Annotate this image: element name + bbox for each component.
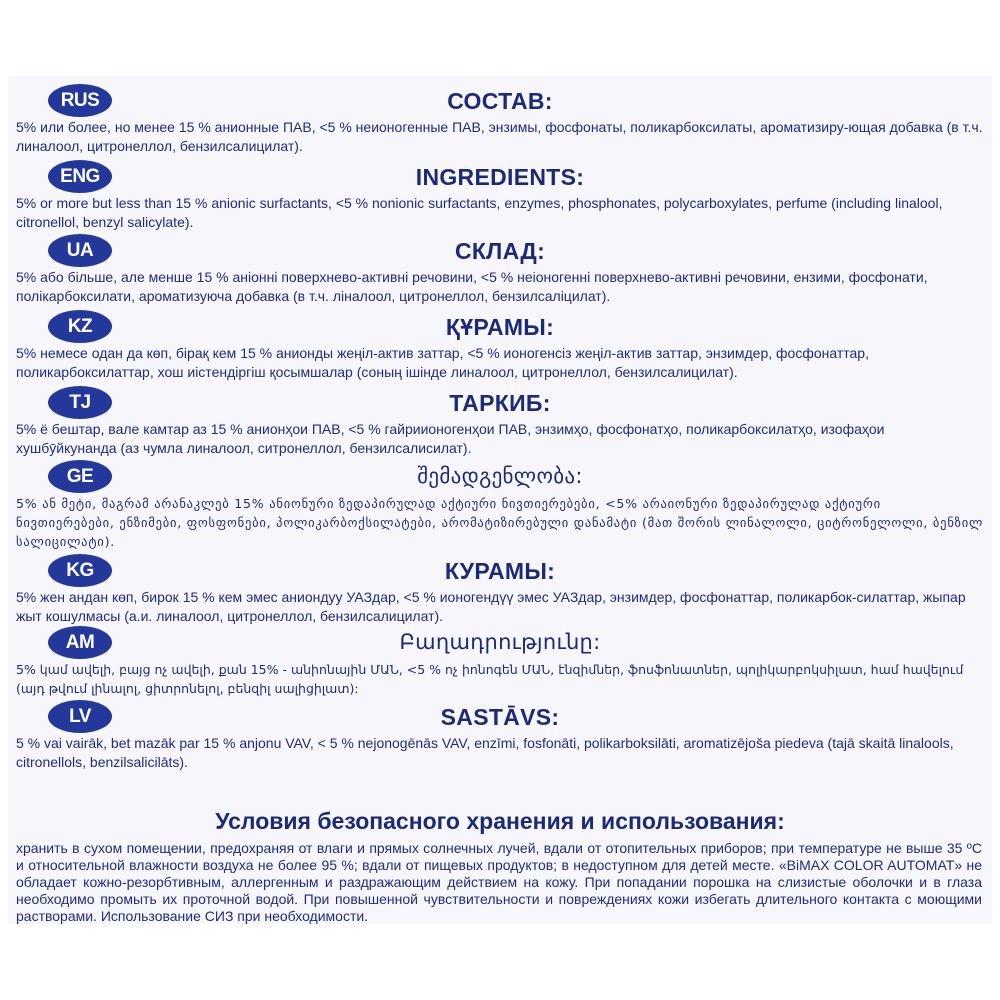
language-badge-kg: KG xyxy=(48,554,112,587)
language-badge-rus: RUS xyxy=(48,84,112,117)
section-title-tj: ТАРКИБ: xyxy=(449,390,551,416)
section-text-kg: 5% жен андан көп, бирок 15 % кем эмес аниондуу УАЗдар, <5 % ионогендүү эмес УАЗдар, энзимдер, фосфонаттар, поликарбок-силаттар, жыпар жыт кошулмасы (а.и. линалоол, цитронеллол, бензилсалицилат). xyxy=(16,589,966,624)
section-title-rus: СОСТАВ: xyxy=(447,88,553,114)
section-title-lv: SASTĀVS: xyxy=(440,704,560,730)
section-text-ge: 5% ან მეტი, მაგრამ არანაკლებ 15% ანიონური ზედაპირულად აქტიური ნივთიერებები, <5% არაიონური ზედაპირულად აქტიური ნივთიერებები, ენზიმები, ფოსფონები, პოლიკარბოქსილატები, არომატიზირებული დანამატი (მათ შორის ლინალოლი, ციტრონელოლი, ბენზილ სალიცილატი). xyxy=(16,496,984,549)
language-badge-eng: ENG xyxy=(48,160,112,193)
language-badge-tj: TJ xyxy=(48,386,112,419)
language-badge-ge: GE xyxy=(48,460,112,493)
section-text-lv: 5 % vai vairāk, bet mazāk par 15 % anjonu VAV, < 5 % nejonogēnās VAV, enzīmi, fosfonāti, polikarboksilāti, aromatizējoša piedeva (tajā skaitā linalools, citronellols, benzilsalicilāts). xyxy=(16,735,954,770)
section-text-tj: 5% ё бештар, вале камтар аз 15 % анионҳои ПАВ, <5 % гайриионогенҳои ПАВ, энзимҳо, фосфонатҳо, поликарбоксилатҳо, изофаҳои хушбӯйкунанда (аз чумла линалоол, ситронеллол, бензилсалисилат). xyxy=(16,421,885,456)
section-title-am: Բաղադրությունը: xyxy=(399,630,601,654)
ingredients-panel xyxy=(8,76,992,924)
language-badge-kz: KZ xyxy=(48,310,112,343)
section-text-eng: 5% or more but less than 15 % anionic surfactants, <5 % nonionic surfactants, enzymes, phosphonates, polycarboxylates, perfume (including linalool, citronellol, benzyl salicylate). xyxy=(16,195,943,230)
section-title-eng: INGREDIENTS: xyxy=(415,164,585,190)
section-title-ge: შემადგენლობა: xyxy=(417,464,583,488)
section-text-rus: 5% или более, но менее 15 % анионные ПАВ, <5 % неионогенные ПАВ, энзимы, фосфонаты, поликарбоксилаты, ароматизиру-ющая добавка (в т.ч. линалоол, цитронеллол, бензилсалицилат). xyxy=(16,119,983,154)
section-title-ua: СКЛАД: xyxy=(454,238,546,264)
section-title-kg: КУРАМЫ: xyxy=(444,558,556,584)
language-badge-lv: LV xyxy=(48,700,112,733)
section-text-ua: 5% або більше, але менше 15 % аніонні поверхнево-активні речовини, <5 % неіоногенні поверхнево-активні речовини, ензими, фосфонати, полікарбоксилати, ароматизуюча добавка (в т.ч. ліналоол, цитронеллол, бензилсаліцилат). xyxy=(16,269,928,304)
language-badge-am: AM xyxy=(48,626,112,659)
section-text-am: 5% կամ ավելի, բայց ոչ ավելի, քան 15% - անիոնային ՄԱՆ, <5 % ոչ իոնոգեն ՄԱՆ, էնզիմներ, ֆոսֆոնատներ, պոլիկարբոկսիլատ, համ հավելում (այդ թվում լինալոլ, ցիտրոնելոլ, բենզիլ սալիցիլատ): xyxy=(16,662,964,696)
section-text-kz: 5% немесе одан да көп, бірақ кем 15 % анионды жеңіл-актив заттар, <5 % ионогенсіз жеңіл-актив заттар, энзимдер, фосфонаттар, поликарбоксилаттар, хош иістендіргіш қосымшалар (соның ішінде линалоол, цитронеллол, бензилсалицилат). xyxy=(16,345,869,380)
safety-title: Условия безопасного хранения и использования: xyxy=(215,808,785,834)
language-badge-ua: UA xyxy=(48,234,112,267)
safety-text: хранить в сухом помещении, предохраняя от влаги и прямых солнечных лучей, вдали от отопительных приборов; при температуре не выше 35 ºС и относительной влажности воздуха не более 95 %; вдали от пищевых продуктов; в недоступном для детей месте. «BiMAX COLOR AUTOMAT» не обладает кожно-резорбтивным, аллергенным и раздражающим действием на кожу. При попадании порошка на слизистые оболочки и в глаза необходимо промыть их проточной водой. При повышенной чувствительности и повреждениях кожи избегать длительного контакта с моющими растворами. Использование СИЗ при необходимости. xyxy=(16,840,982,924)
section-title-kz: ҚҰРАМЫ: xyxy=(445,314,555,340)
